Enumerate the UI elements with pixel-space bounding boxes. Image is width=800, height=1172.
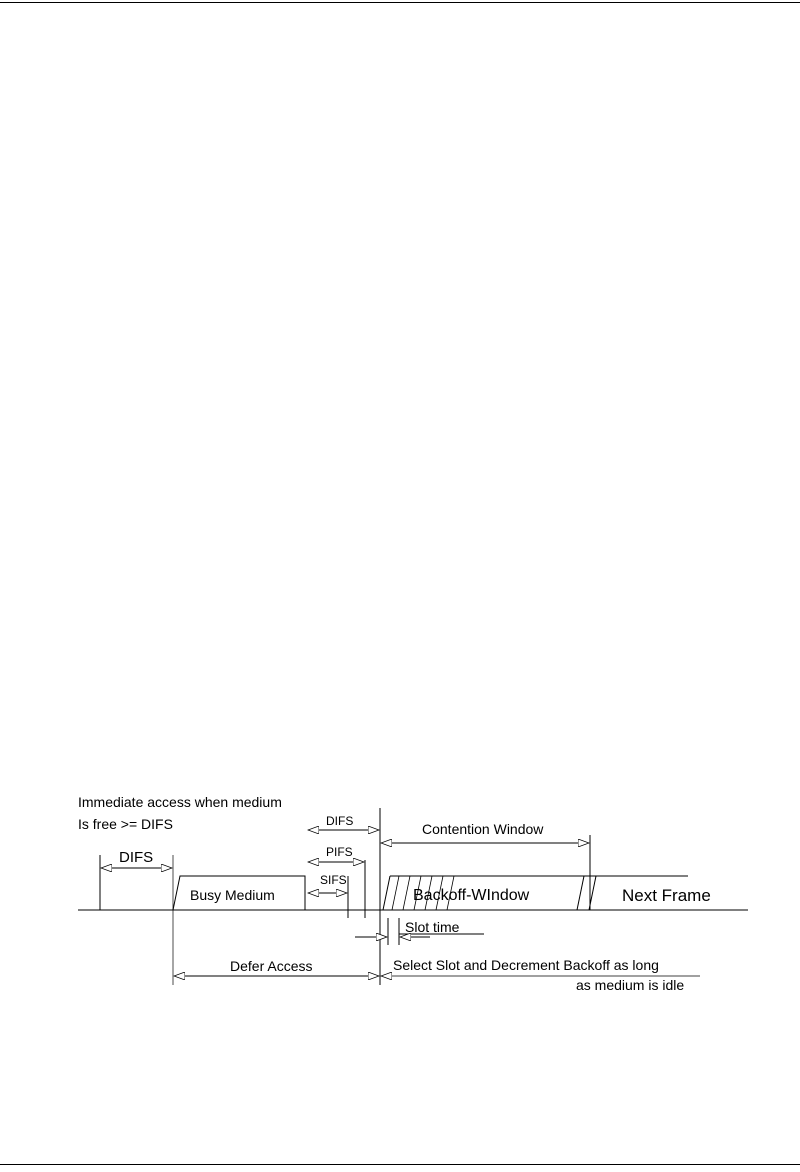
backoff-window-end-slash-1 [577, 876, 584, 910]
sifs-label: SIFS [320, 873, 347, 887]
intro-line-2: Is free >= DIFS [78, 816, 173, 832]
intro-line-1: Immediate access when medium [78, 794, 282, 810]
defer-access-label: Defer Access [230, 958, 313, 974]
backoff-window-left-slash [383, 876, 390, 910]
slot-mark [392, 876, 399, 910]
difs-top-label: DIFS [326, 814, 354, 828]
backoff-window-label: Backoff-WIndow [413, 887, 530, 904]
busy-medium-label: Busy Medium [190, 887, 275, 903]
contention-window-label: Contention Window [422, 821, 544, 837]
slot-time-label: Slot time [405, 919, 460, 935]
select-slot-line-2: as medium is idle [576, 977, 685, 993]
next-frame-label: Next Frame [622, 886, 711, 905]
pifs-label: PIFS [326, 845, 353, 859]
select-slot-line-1: Select Slot and Decrement Backoff as long [393, 957, 659, 973]
difs-left-label: DIFS [119, 849, 154, 866]
slot-mark [403, 876, 410, 910]
